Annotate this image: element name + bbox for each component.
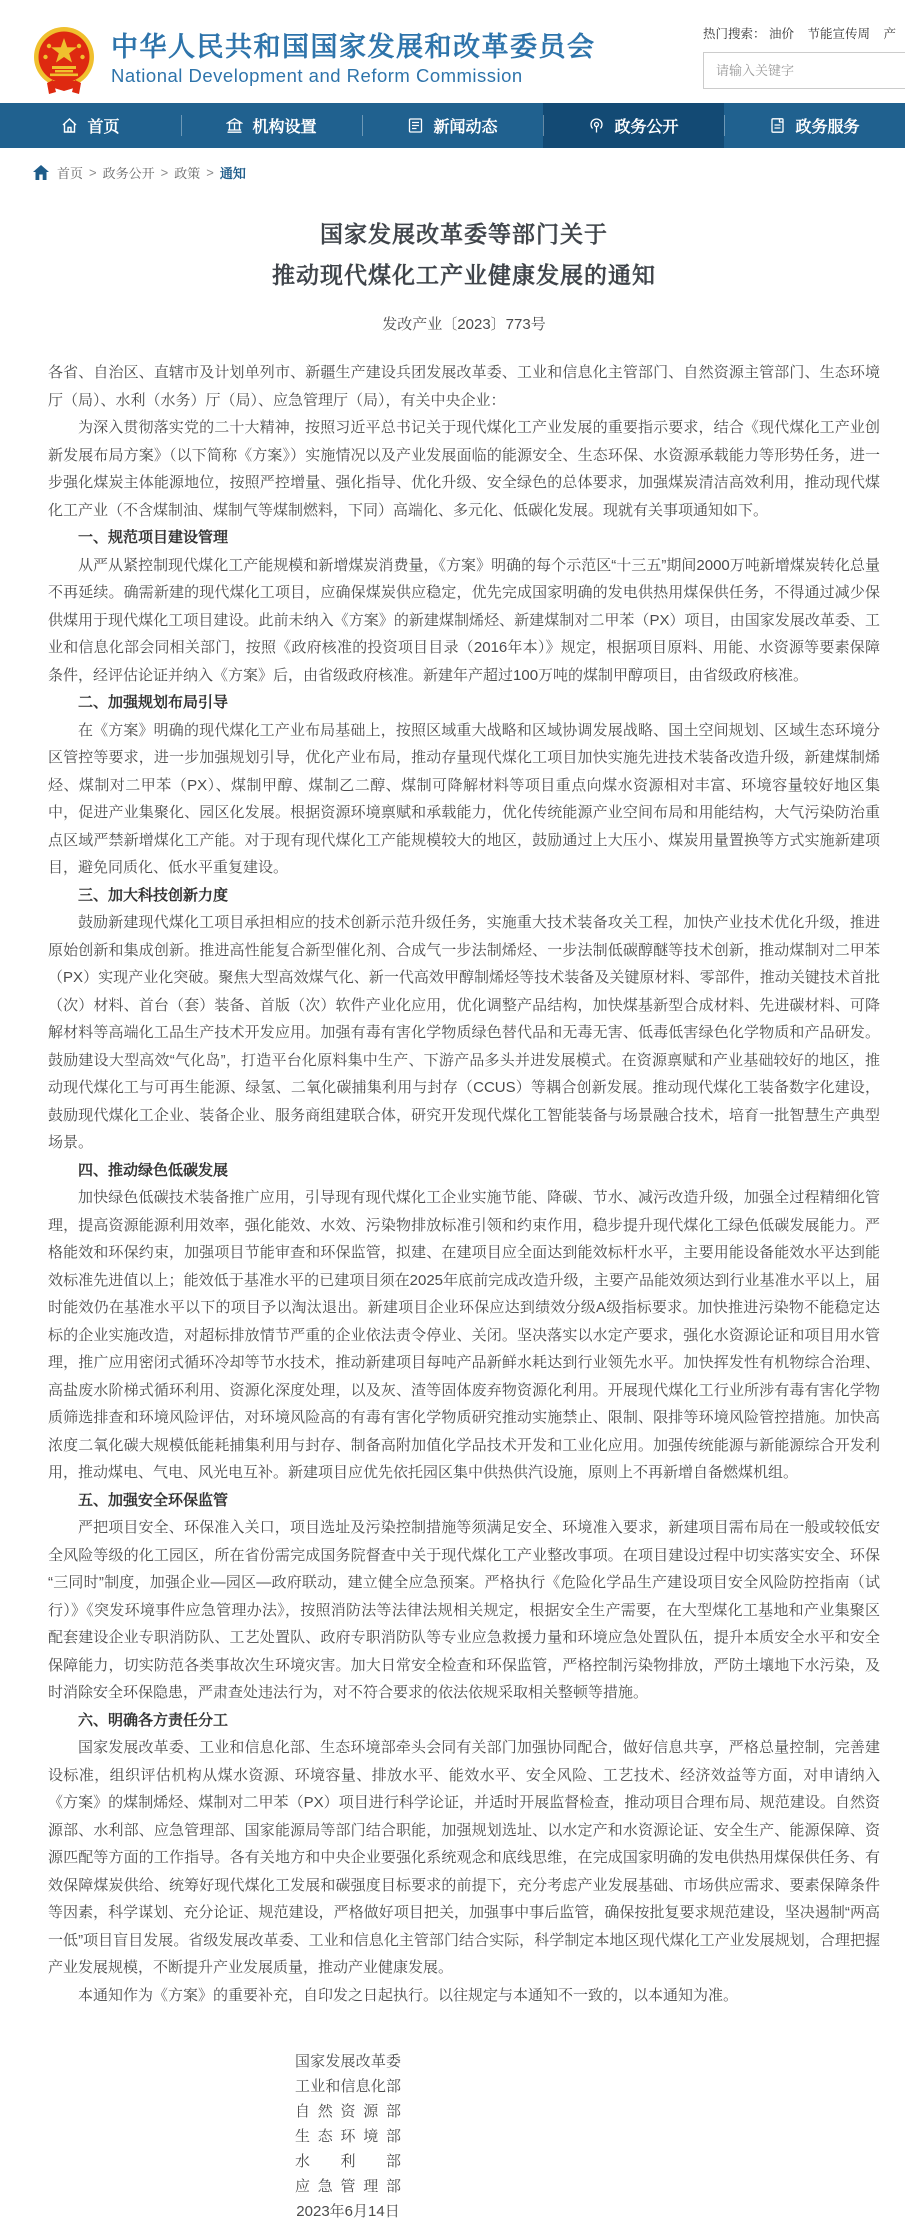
breadcrumb-item-policy[interactable]: 政策 <box>174 166 201 181</box>
signature-date: 2023年6月14日 <box>296 2203 400 2220</box>
bank-icon <box>226 117 243 134</box>
nav-item-label: 机构设置 <box>252 119 317 136</box>
home-icon <box>61 117 78 134</box>
nav-item-label: 政务公开 <box>614 119 679 136</box>
section-2-heading: 二、加强规划布局引导 <box>78 694 229 711</box>
recipients-paragraph: 各省、自治区、直辖市及计划单列市、新疆生产建设兵团发展改革委、工业和信息化主管部门、自然资源主管部门、生态环境厅（局）、水利（水务）厅（局）、应急管理厅（局），有关中央企业： <box>48 364 880 409</box>
signature-agency: 国家发展改革委 <box>295 2053 401 2070</box>
document-title-line2: 推动现代煤化工产业健康发展的通知 <box>272 262 656 288</box>
signature-block <box>268 2049 428 2240</box>
nav-item-gov-affairs-disclosure[interactable] <box>543 103 724 148</box>
hot-search-term[interactable]: 产 <box>883 27 897 41</box>
site-logo-link[interactable] <box>33 26 596 94</box>
breadcrumb-item-notice: 通知 <box>219 166 246 181</box>
site-title-en: National Development and Reform Commission <box>111 65 523 86</box>
breadcrumb-separator: > <box>206 165 214 180</box>
search-input[interactable] <box>704 53 905 88</box>
section-1-body: 从严从紧控制现代煤化工产能规模和新增煤炭消费量，《方案》明确的每个示范区“十三五”期间2000万吨新增煤炭转化总量不再延续。确需新建的现代煤化工项目，应确保煤炭供应稳定，优先完成国家明确的发电供热用煤保供任务，不得通过减少保供煤用于现代煤化工项目建设。此前未纳入《方案》的新建煤制烯烃、新建煤制对二甲苯（PX）项目，由国家发展改革委、工业和信息化部会同相关部门，按照《政府核准的投资项目目录（2016年本）》规定，根据项目原料、用能、水资源等要素保障条件，经评估论证并纳入《方案》后，由省级政府核准。新建年产超过100万吨的煤制甲醇项目，由省级政府核准。 <box>48 556 880 684</box>
nav-item-news[interactable] <box>362 103 543 148</box>
section-5-heading: 五、加强安全环保监管 <box>78 1491 229 1509</box>
section-4-heading: 四、推动绿色低碳发展 <box>78 1161 229 1179</box>
section-3-heading: 三、加大科技创新力度 <box>78 886 229 904</box>
site-title-zh: 中华人民共和国国家发展和改革委员会 <box>111 32 596 62</box>
section-4-body: 加快绿色低碳技术装备推广应用，引导现有现代煤化工企业实施节能、降碳、节水、减污改造升级，加强全过程精细化管理，提高资源能源利用效率，强化能效、水效、污染物排放标准引领和约束作用，稳步提升现代煤化工绿色低碳发展能力。严格能效和环保约束，加强项目节能审查和环保监管，拟建、在建项目应全面达到能效标杆水平，主要用能设备能效水平达到能效标准先进值以上；能效低于基准水平的已建项目须在2025年底前完成改造升级，主要产品能效须达到行业基准水平以上，届时能效仍在基准水平以下的项目予以淘汰退出。新建项目企业环保应达到绩效分级A级指标要求。加快推进污染物不能稳定达标的企业实施改造，对超标排放情节严重的企业依法责令停业、关闭。坚决落实以水定产要求，强化水资源论证和项目用水管理，推广应用密闭式循环冷却等节水技术，推动新建项目每吨产品新鲜水耗达到行业领先水平。加快挥发性有机物综合治理、高盐废水阶梯式循环利用、资源化深度处理，以及灰、渣等固体废弃物资源化利用。开展现代煤化工行业所涉有毒有害化学物质筛选排查和环境风险评估，对环境风险高的有毒有害化学物质研究推动实施禁止、限制、限排等环境风险管控措施。加快高浓度二氧化碳大规模低能耗捕集利用与封存、制备高附加值化学品技术开发和工业化应用。加强传统能源与新能源综合开发利用，推动煤电、气电、风光电互补。新建项目应优先依托园区集中供热供汽设施，原则上不再新增自备燃煤机组。 <box>48 1189 880 1481</box>
section-5-body: 严把项目安全、环保准入关口，项目选址及污染控制措施等须满足安全、环境准入要求，新建项目需布局在一般或较低安全风险等级的化工园区，所在省份需完成国务院督查中关于现代煤化工产业整改事项。在项目建设过程中切实落实安全、环保“三同时”制度，加强企业—园区—政府联动，建立健全应急预案。严格执行《危险化学品生产建设项目安全风险防控指南（试行）》《突发环境事件应急管理办法》，按照消防法等法律法规相关规定，根据安全生产需要，在大型煤化工基地和产业集聚区配套建设企业专职消防队、工艺处置队、政府专职消防队等专业应急救援力量和环境应急处置队伍，提升本质安全水平和安全保障能力，切实防范各类事故次生环境灾害。加大日常安全检查和环保监管，严格控制污染物排放，严防土壤地下水污染，及时消除安全环保隐患，严肃查处违法行为，对不符合要求的依法依规采取相关整顿等措施。 <box>48 1519 880 1701</box>
search-box <box>703 52 905 89</box>
section-6-body: 国家发展改革委、工业和信息化部、生态环境部牵头会同有关部门加强协同配合，做好信息共享，严格总量控制，完善建设标准，组织评估机构从煤水资源、环境容量、排放水平、能效水平、安全风险、工艺技术、经济效益等方面，对申请纳入《方案》的煤制烯烃、煤制对二甲苯（PX）项目进行科学论证，并适时开展监督检查，推动项目合理布局、规范建设。自然资源部、水利部、应急管理部、国家能源局等部门结合职能，加强规划选址、以水定产和水资源论证、安全生产、能源保障、资源匹配等方面的工作指导。各有关地方和中央企业要强化系统观念和底线思维，在完成国家明确的发电供热用煤保供任务、有效保障煤炭供给、统筹好现代煤化工发展和碳强度目标要求的前提下，充分考虑产业发展基础、市场供应需求、要素保障条件等因素，科学谋划、充分论证、规范建设，严格做好项目把关，加强事中事后监管，确保按批复要求规范建设，坚决遏制“两高一低”项目盲目发展。省级发展改革委、工业和信息化主管部门结合实际，科学制定本地区现代煤化工产业发展规划，合理把握产业发展规模，不断提升产业发展质量，推动产业健康发展。 <box>48 1739 880 1976</box>
document-title-line1: 国家发展改革委等部门关于 <box>320 221 608 247</box>
section-1-heading: 一、规范项目建设管理 <box>78 529 229 546</box>
document-body <box>48 359 880 2009</box>
article <box>48 214 880 2240</box>
broadcast-icon <box>588 117 605 134</box>
signature-agency: 应急管理部 <box>295 2178 401 2195</box>
signature-agency: 水利部 <box>295 2153 401 2170</box>
section-3-body: 鼓励新建现代煤化工项目承担相应的技术创新示范升级任务，实施重大技术装备攻关工程，加快产业技术优化升级，推进原始创新和集成创新。推进高性能复合新型催化剂、合成气一步法制烯烃、一步法制低碳醇醚等技术创新，推动煤制对二甲苯（PX）实现产业化突破。聚焦大型高效煤气化、新一代高效甲醇制烯烃等技术装备及关键原材料、零部件，推动关键技术首批（次）材料、首台（套）装备、首版（次）软件产业化应用，优化调整产品结构，加快煤基新型合成材料、先进碳材料、可降解材料等高端化工品生产技术开发应用。加强有毒有害化学物质绿色替代品和无毒无害、低毒低害绿色化学物质和产品研发。鼓励建设大型高效“气化岛”，打造平台化原料集中生产、下游产品多头并进发展模式。在资源禀赋和产业基础较好的地区，推动现代煤化工与可再生能源、绿氢、二氧化碳捕集利用与封存（CCUS）等耦合创新发展。推动现代煤化工装备数字化建设，鼓励现代煤化工企业、装备企业、服务商组建联合体，研究开发现代煤化工智能装备与场景融合技术，培育一批智慧生产典型场景。 <box>48 914 880 1151</box>
nav-item-label: 政务服务 <box>795 119 860 136</box>
section-2-body: 在《方案》明确的现代煤化工产业布局基础上，按照区域重大战略和区域协调发展战略、国土空间规划、区域生态环境分区管控等要求，进一步加强规划引导，优化产业布局，推动存量现代煤化工项目加快实施先进技术装备改造升级，新建煤制烯烃、煤制对二甲苯（PX）、煤制甲醇、煤制乙二醇、煤制可降解材料等项目重点向煤水资源相对丰富、环境容量较好地区集中，促进产业集聚化、园区化发展。根据资源环境禀赋和承载能力，优化传统能源产业空间布局和用能结构，大气污染防治重点区域严禁新增煤化工产能。对于现有现代煤化工产能规模较大的地区，鼓励通过上大压小、煤炭用量置换等方式实施新建项目，避免同质化、低水平重复建设。 <box>48 721 880 876</box>
hot-search-bar <box>703 24 905 42</box>
nav-item-gov-services[interactable] <box>724 103 905 148</box>
hot-search-term[interactable]: 油价 <box>769 27 795 41</box>
main-nav <box>0 103 905 148</box>
breadcrumb <box>0 148 905 188</box>
nav-item-home[interactable] <box>0 103 181 148</box>
document-icon <box>769 117 786 134</box>
breadcrumb-home-icon[interactable] <box>33 165 49 180</box>
site-header <box>0 0 905 103</box>
signature-agency: 自然资源部 <box>295 2103 401 2120</box>
breadcrumb-separator: > <box>89 165 97 180</box>
nav-item-organization[interactable] <box>181 103 362 148</box>
signature-agency: 工业和信息化部 <box>295 2078 401 2095</box>
nav-item-label: 新闻动态 <box>433 119 498 136</box>
document-number: 发改产业〔2023〕773号 <box>382 316 546 333</box>
news-icon <box>407 117 424 134</box>
intro-paragraph: 为深入贯彻落实党的二十大精神，按照习近平总书记关于现代煤化工产业发展的重要指示要求，结合《现代煤化工产业创新发展布局方案》（以下简称《方案》）实施情况以及产业发展面临的能源安全、生态环保、水资源承载能力等形势任务，进一步强化煤炭主体能源地位，按照严控增量、强化指导、优化升级、安全绿色的总体要求，加强煤炭清洁高效利用，推动现代煤化工产业（不含煤制油、煤制气等煤制燃料，下同）高端化、多元化、低碳化发展。现就有关事项通知如下。 <box>48 419 880 519</box>
section-6-heading: 六、明确各方责任分工 <box>78 1711 229 1729</box>
breadcrumb-separator: > <box>160 165 169 180</box>
national-emblem-icon <box>33 26 95 94</box>
site-titles <box>111 31 596 89</box>
breadcrumb-item-disclosure[interactable]: 政务公开 <box>102 166 155 181</box>
breadcrumb-item-home[interactable]: 首页 <box>57 166 84 181</box>
nav-item-label: 首页 <box>87 119 120 136</box>
signature-agency: 生态环境部 <box>295 2128 401 2145</box>
document-title <box>48 214 880 296</box>
hot-search-term[interactable]: 节能宣传周 <box>807 27 871 41</box>
closing-paragraph: 本通知作为《方案》的重要补充，自印发之日起执行。以往规定与本通知不一致的，以本通知为准。 <box>78 1986 739 2004</box>
hot-search-label: 热门搜索： <box>703 27 766 41</box>
